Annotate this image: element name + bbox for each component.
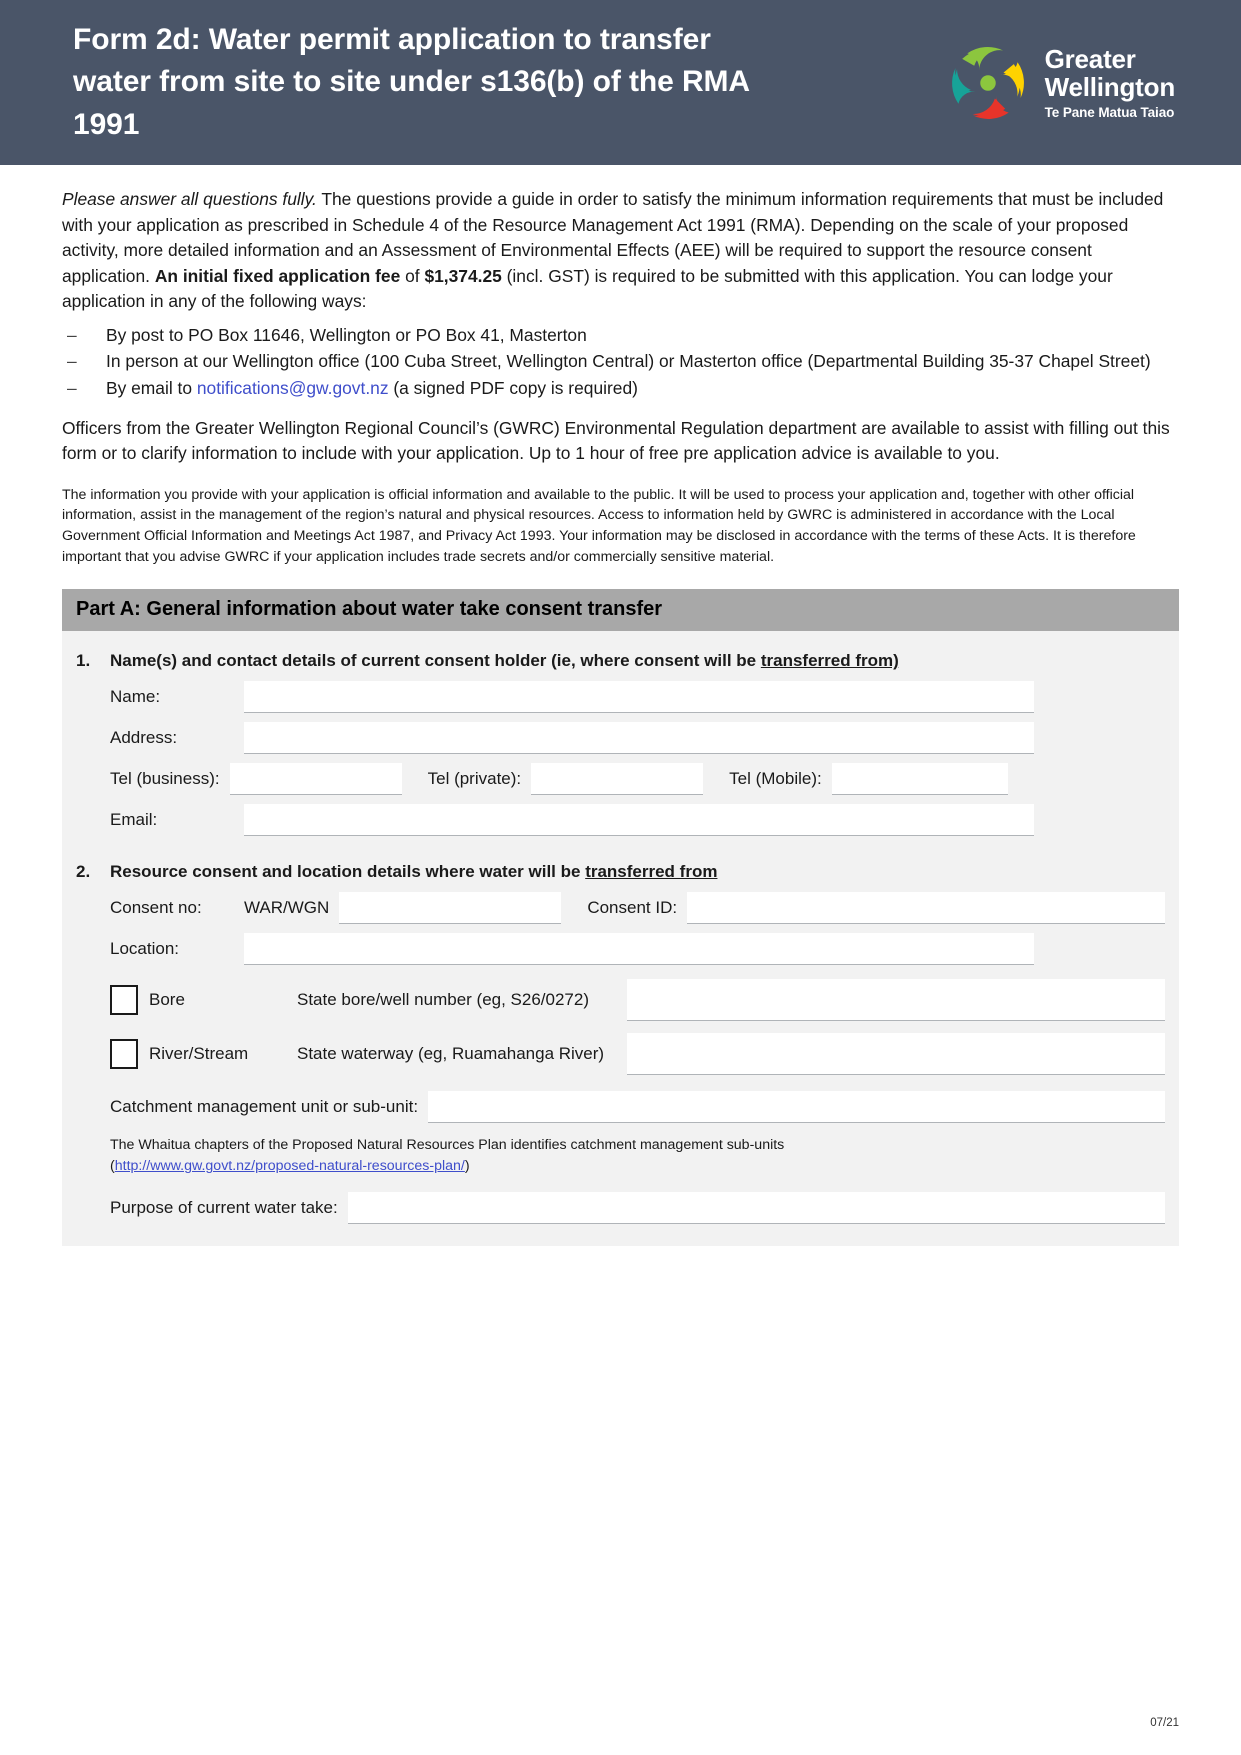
- name-label: Name:: [110, 687, 161, 707]
- tel-mobile-label: Tel (Mobile):: [729, 769, 822, 789]
- lodgement-options-list: [62, 323, 1179, 402]
- river-stream-hint-text: State waterway (eg, Ruamahanga River): [297, 1044, 605, 1064]
- footer-revision: 07/21: [1150, 1717, 1179, 1729]
- address-label: Address:: [110, 728, 178, 748]
- document-body: [0, 165, 1241, 1246]
- tel-mobile-input[interactable]: [832, 763, 1008, 795]
- intro-paragraph: [62, 187, 1179, 315]
- intro-body-3: (incl. GST) is required to be submitted with this application. You can lodge your application in any of the following ways:: [62, 265, 1113, 312]
- whaitua-note-text: The Whaitua chapters of the Proposed Natural Resources Plan identifies catchment management sub-units: [110, 1137, 785, 1154]
- river-stream-label: River/Stream: [149, 1044, 249, 1064]
- consent-no-row: [76, 892, 1165, 924]
- bore-row: [76, 979, 1165, 1021]
- tel-private-label: Tel (private):: [427, 769, 522, 789]
- officers-paragraph: Officers from the Greater Wellington Regional Council’s (GWRC) Environmental Regulation department are available to assist with filling out this form or to clarify information to include with your application. Up to 1 hour of free pre application advice is available to you.: [62, 417, 1170, 464]
- question-1-text: [110, 651, 899, 671]
- email-field-row: [76, 804, 1165, 836]
- address-field-row: [76, 722, 1165, 754]
- question-2: [76, 862, 1165, 882]
- whaitua-note: [76, 1135, 1165, 1178]
- intro-bold-fee-amount: $1,374.25: [424, 265, 502, 286]
- email-suffix-text: (a signed PDF copy is required): [388, 378, 638, 399]
- purpose-label: Purpose of current water take:: [110, 1197, 338, 1217]
- location-row: [76, 933, 1165, 965]
- bore-number-input[interactable]: [627, 979, 1165, 1021]
- email-prefix-text: By email to: [106, 378, 197, 399]
- question-2-text-main: Resource consent and location details where water will be: [110, 862, 586, 882]
- list-item: – By post to PO Box 11646, Wellington or PO Box 41, Masterton: [62, 323, 1179, 349]
- intro-lead-italic: Please answer all questions fully.: [62, 189, 317, 209]
- page-header: [0, 0, 1241, 165]
- bore-label: Bore: [149, 990, 185, 1010]
- logo-tagline: Te Pane Matua Taiao: [1044, 104, 1175, 120]
- logo-line-2: Wellington: [1044, 71, 1175, 102]
- list-item: – In person at our Wellington office (100 Cuba Street, Wellington Central) or Masterton office (Departmental Building 35-37 Chapel Street): [62, 349, 1179, 375]
- page-title: Form 2d: Water permit application to transfer water from site to site under s136(b) of the RMA 1991: [73, 22, 749, 141]
- bore-hint-text: State bore/well number (eg, S26/0272): [297, 990, 590, 1010]
- question-1-text-main: Name(s) and contact details of current consent holder (ie, where consent will be: [110, 651, 761, 671]
- catchment-input[interactable]: [428, 1091, 1165, 1123]
- question-1: [76, 651, 1165, 671]
- part-a-body: [62, 631, 1179, 1246]
- proposed-natural-resources-plan-link[interactable]: http://www.gw.govt.nz/proposed-natural-resources-plan/: [114, 1158, 465, 1175]
- catchment-row: [76, 1091, 1165, 1123]
- bore-checkbox[interactable]: [110, 985, 138, 1015]
- name-input[interactable]: [244, 681, 1034, 713]
- email-input[interactable]: [244, 804, 1034, 836]
- notifications-email-link[interactable]: notifications@gw.govt.nz: [196, 378, 389, 399]
- location-input[interactable]: [244, 933, 1034, 965]
- telephone-field-row: [76, 763, 1165, 795]
- waterway-input[interactable]: [627, 1033, 1165, 1075]
- river-stream-row: [76, 1033, 1165, 1075]
- koru-spiral-logo-icon: [945, 40, 1031, 126]
- purpose-row: [76, 1192, 1165, 1224]
- logo-wordmark: [1044, 43, 1175, 120]
- privacy-paragraph: The information you provide with your application is official information and available to the public. It will be used to process your application and, together with other official information, assist in the management of the region’s natural and physical resources. Access to information held by GWRC is administered in accordance with the Local Government Official Information and Meetings Act 1987, and Privacy Act 1993. Your information may be disclosed in accordance with the terms of these Acts. It is therefore important that you advise GWRC if your application includes trade secrets and/or commercially sensitive material.: [62, 486, 1136, 565]
- consent-id-input[interactable]: [687, 892, 1165, 924]
- logo-line-1: Greater: [1044, 43, 1136, 74]
- intro-body-1: The questions provide a guide in order to satisfy the minimum information requirements that must be included with your application as prescribed in Schedule 4 of the Resource Management Act 1991 (RMA). Depending on the scale of your proposed activity, more detailed information and an Assessment of Environmental Effects (AEE) will be required to support the resource consent application.: [62, 189, 1164, 286]
- question-1-underlined: transferred from): [760, 651, 899, 671]
- tel-business-input[interactable]: [230, 763, 402, 795]
- intro-bold-fee-label: An initial fixed application fee: [154, 265, 401, 286]
- purpose-input[interactable]: [348, 1192, 1165, 1224]
- catchment-label: Catchment management unit or sub-unit:: [110, 1097, 419, 1117]
- consent-no-label: Consent no:: [110, 898, 202, 918]
- tel-private-input[interactable]: [531, 763, 703, 795]
- consent-prefix-text: WAR/WGN: [244, 898, 330, 918]
- email-label: Email:: [110, 810, 158, 830]
- part-a-heading: Part A: General information about water take consent transfer: [62, 589, 1179, 631]
- tel-business-label: Tel (business):: [110, 769, 220, 789]
- name-field-row: [76, 681, 1165, 713]
- question-2-number: 2.: [76, 862, 91, 882]
- greater-wellington-logo: [945, 40, 1203, 126]
- address-input[interactable]: [244, 722, 1034, 754]
- question-2-underlined: transferred from: [585, 862, 718, 882]
- consent-no-input[interactable]: [339, 892, 561, 924]
- intro-body-2: of: [400, 265, 425, 286]
- question-1-number: 1.: [76, 651, 91, 671]
- note-paren-close: ): [464, 1158, 470, 1175]
- river-stream-checkbox[interactable]: [110, 1039, 138, 1069]
- list-item-email: [62, 376, 1179, 402]
- consent-id-label: Consent ID:: [587, 898, 678, 918]
- location-label: Location:: [110, 939, 179, 959]
- note-paren-open: (: [110, 1158, 115, 1175]
- question-2-text: [110, 862, 717, 882]
